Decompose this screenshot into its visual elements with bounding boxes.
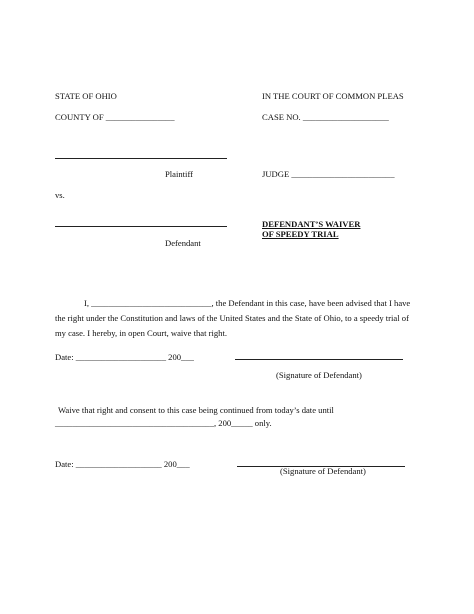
waiver-line-3: my case. I hereby, in open Court, waive that right.: [55, 328, 227, 338]
signature-line-1: [235, 359, 403, 360]
date-field-2: Date: ____________________ 200___: [55, 459, 190, 469]
waiver-line-1: I, ____________________________, the Defendant in this case, have been advised that I have: [84, 298, 411, 308]
continuance-line-1: Waive that right and consent to this case being continued from today’s date until: [58, 405, 334, 415]
defendant-label: Defendant: [165, 238, 201, 248]
plaintiff-name-line: [55, 158, 227, 159]
signature-caption-2: (Signature of Defendant): [280, 466, 366, 476]
defendant-name-line: [55, 226, 227, 227]
court-label: IN THE COURT OF COMMON PLEAS: [262, 91, 404, 101]
county-field: COUNTY OF ________________: [55, 112, 175, 122]
signature-caption-1: (Signature of Defendant): [276, 370, 362, 380]
judge-field: JUDGE ________________________: [262, 169, 395, 179]
document-title-line2: OF SPEEDY TRIAL: [262, 229, 339, 239]
state-label: STATE OF OHIO: [55, 91, 117, 101]
case-number-field: CASE NO. ____________________: [262, 112, 389, 122]
continuance-line-2: _____________________________________, 200_____ only.: [55, 418, 272, 428]
plaintiff-label: Plaintiff: [165, 169, 194, 179]
date-field-1: Date: _____________________ 200___: [55, 352, 194, 362]
document-title-line1: DEFENDANT’S WAIVER: [262, 219, 361, 229]
waiver-line-2: the right under the Constitution and laws of the United States and the State of Ohio, to a speedy trial of: [55, 313, 409, 323]
vs-label: vs.: [55, 190, 65, 200]
